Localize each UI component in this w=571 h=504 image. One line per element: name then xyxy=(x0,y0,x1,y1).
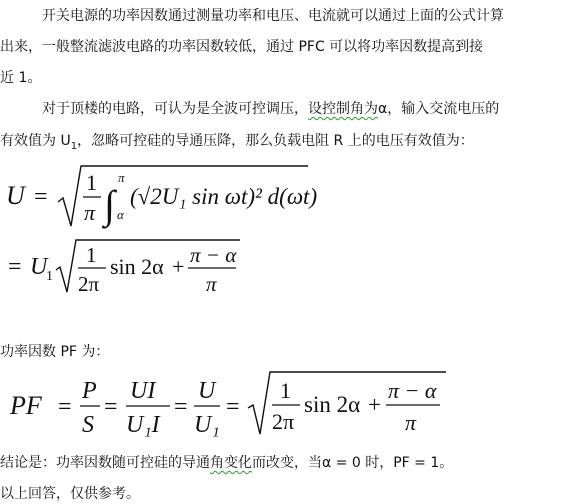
equation-pf xyxy=(0,368,571,448)
eq3-lhs: PF xyxy=(10,391,42,420)
spellcheck-underlined-text-2: 角变化 xyxy=(210,455,252,471)
eq3-f3-num: U xyxy=(198,378,216,404)
spellcheck-underlined-text: 设控制角为 xyxy=(308,101,378,117)
eq-u-integral-sign: ∫ xyxy=(104,182,115,227)
eq2-t1-num: 1 xyxy=(86,243,97,267)
eq2-coef-sub: 1 xyxy=(46,269,53,284)
eq3-r-plus: + xyxy=(368,392,381,417)
paragraph-2-line-2 xyxy=(0,131,474,157)
eq3-equals-3: = xyxy=(174,394,188,420)
paragraph-2-text-e: ，忽略可控硅的导通压降，那么负载电阻 R 上的电压有效值为： xyxy=(77,133,474,149)
paragraph-1-line-1: 开关电源的功率因数通过测量功率和电压、电流就可以通过上面的公式计算 xyxy=(42,8,504,24)
paragraph-2-text-c: α，输入交流电压的 xyxy=(378,101,500,117)
equation-u-result xyxy=(0,236,571,300)
eq3-r-t1-fn: sin 2α xyxy=(304,392,361,417)
closing-line: 以上回答，仅供参考。 xyxy=(0,486,140,502)
eq3-r-t2-num: π − α xyxy=(388,378,437,403)
eq-u-lhs: U xyxy=(6,181,25,210)
eq3-f1-num: P xyxy=(82,378,97,404)
eq3-r-t2-den: π xyxy=(405,410,417,435)
eq-u-frac-den: π xyxy=(84,200,96,225)
eq2-coef: U xyxy=(30,254,48,280)
eq3-equals-1: = xyxy=(58,394,72,420)
subscript-1: 1 xyxy=(70,140,78,152)
eq3-f1-den: S xyxy=(82,412,94,438)
paragraph-2-text-d: 有效值为 U xyxy=(0,133,71,149)
eq3-equals-4: = xyxy=(226,394,240,420)
eq2-t1-den: 2π xyxy=(78,272,100,296)
eq-u-int-upper: π xyxy=(118,170,125,185)
eq2-t2-den: π xyxy=(206,272,217,296)
eq-u-equals: = xyxy=(34,184,48,210)
conclusion-text-a: 结论是：功率因数随可控硅的导通 xyxy=(0,455,210,471)
eq2-equals: = xyxy=(8,254,22,280)
paragraph-1-line-3: 近 1。 xyxy=(0,70,42,86)
eq3-r-t1-den: 2π xyxy=(272,409,295,434)
paragraph-2-line-1 xyxy=(42,99,499,119)
eq3-equals-2: = xyxy=(104,394,118,420)
eq2-t1-fn: sin 2α xyxy=(110,254,164,279)
equation-u-rms xyxy=(0,160,571,238)
eq-u-integrand: (√2U₁ sin ωt)² d(ωt) xyxy=(130,184,318,209)
eq3-r-t1-num: 1 xyxy=(280,378,291,403)
eq-u-frac-num: 1 xyxy=(86,170,97,195)
eq3-f3-den: U₁ xyxy=(194,412,220,438)
conclusion-line xyxy=(0,453,453,473)
conclusion-text-c: 而改变，当α = 0 时，PF = 1。 xyxy=(252,455,454,471)
pf-label: 功率因数 PF 为： xyxy=(0,344,110,360)
eq-u-int-lower: α xyxy=(117,207,124,222)
eq2-plus: + xyxy=(172,254,185,279)
eq3-f2-num: UI xyxy=(130,378,156,404)
eq2-t2-num: π − α xyxy=(190,243,237,267)
paragraph-2-text-a: 对于顶楼的电路，可认为是全波可控调压， xyxy=(42,101,308,117)
eq3-f2-den: U₁I xyxy=(126,412,160,438)
paragraph-1-line-2: 出来，一般整流滤波电路的功率因数较低，通过 PFC 可以将功率因数提高到接 xyxy=(0,39,484,55)
